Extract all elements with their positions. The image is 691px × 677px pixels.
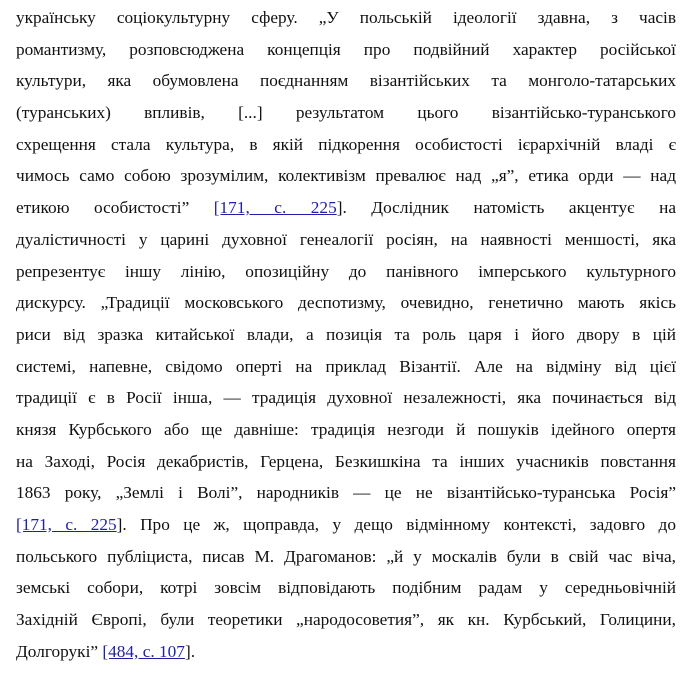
text-segment: (туранських) впливів, [...] результатом цього візантійсько-туранського — [16, 103, 676, 123]
text-segment: українську соціокультурну сферу. „У польській ідеології здавна, з часів — [16, 8, 676, 27]
text-line — [16, 160, 676, 192]
text-segment: традиції є в Росії інша, — традиція духовної незалежності, яка починається від — [16, 388, 676, 408]
text-segment: ]. Дослідник натомість акцентує на — [336, 198, 676, 218]
text-line — [16, 129, 676, 161]
text-segment: етикою особистості” — [16, 198, 214, 218]
text-segment: Долгорукі” — [16, 641, 103, 661]
text-segment: ]. — [184, 641, 196, 661]
text-line — [16, 604, 676, 636]
text-segment: романтизму, розповсюджена концепція про подвійний характер російської — [16, 39, 676, 59]
text-line — [16, 65, 676, 97]
text-segment: ]. Про це ж, щоправда, у дещо відмінному контексті, задовго до — [116, 515, 676, 534]
text-line — [16, 2, 676, 34]
text-line — [16, 541, 676, 573]
text-segment: князя Курбського або ще давніше: традиція незгоди й пошуків ідейного опертя — [16, 419, 676, 439]
text-line — [16, 572, 676, 604]
text-segment: Західній Європі, були теоретики „народосоветия”, як кн. Курбський, Голицини, — [16, 610, 676, 630]
text-segment: системі, напевне, свідомо оперті на приклад Візантії. Але на відміну від цієї — [16, 356, 676, 376]
text-segment: культури, яка обумовлена поєднанням візантійських та монголо-татарських — [16, 71, 676, 91]
text-segment: дискурсу. „Традиції московського деспотизму, очевидно, генетично мають якісь — [16, 293, 676, 313]
text-line — [16, 287, 676, 319]
text-line — [16, 477, 676, 509]
text-line — [16, 34, 676, 66]
text-line — [16, 351, 676, 383]
text-segment: репрезентує іншу лінію, опозиційну до панівного імперського культурного — [16, 261, 676, 281]
text-segment: риси від зразка китайської влади, а позиція та роль царя і його двору в цій — [16, 324, 676, 344]
text-segment: дуалістичності у царині духовної генеалогії росіян, на наявності меншості, яка — [16, 229, 676, 249]
text-line — [16, 224, 676, 256]
citation-link[interactable]: [171, с. 225 — [213, 198, 337, 218]
text-segment: 1863 року, „Землі і Волі”, народників — це не візантійсько-туранська Росія” — [16, 483, 676, 503]
text-segment: польського публіциста, писав М. Драгоманов: „й у москалів були в свій час віча, — [16, 546, 676, 566]
citation-link[interactable]: [171, с. 225 — [16, 515, 117, 534]
text-line — [16, 509, 676, 541]
text-line — [16, 256, 676, 288]
text-segment: земські собори, котрі зовсім відповідають подібним радам у середньовічній — [16, 578, 676, 598]
text-line — [16, 636, 676, 668]
text-line — [16, 446, 676, 478]
text-line — [16, 97, 676, 129]
text-segment: схрещення стала культура, в якій підкорення особистості ієрархічній владі є — [16, 134, 676, 154]
text-line — [16, 192, 676, 224]
text-line — [16, 319, 676, 351]
text-line — [16, 414, 676, 446]
text-segment: на Заході, Росія декабристів, Герцена, Безкишкіна та інших учасників повстання — [16, 451, 676, 471]
citation-link[interactable]: [484, с. 107 — [102, 641, 185, 661]
document-body — [16, 2, 676, 667]
text-segment: чимось само собою зрозумілим, колективізм превалює над „я”, етика орди — над — [16, 166, 676, 186]
text-line — [16, 382, 676, 414]
